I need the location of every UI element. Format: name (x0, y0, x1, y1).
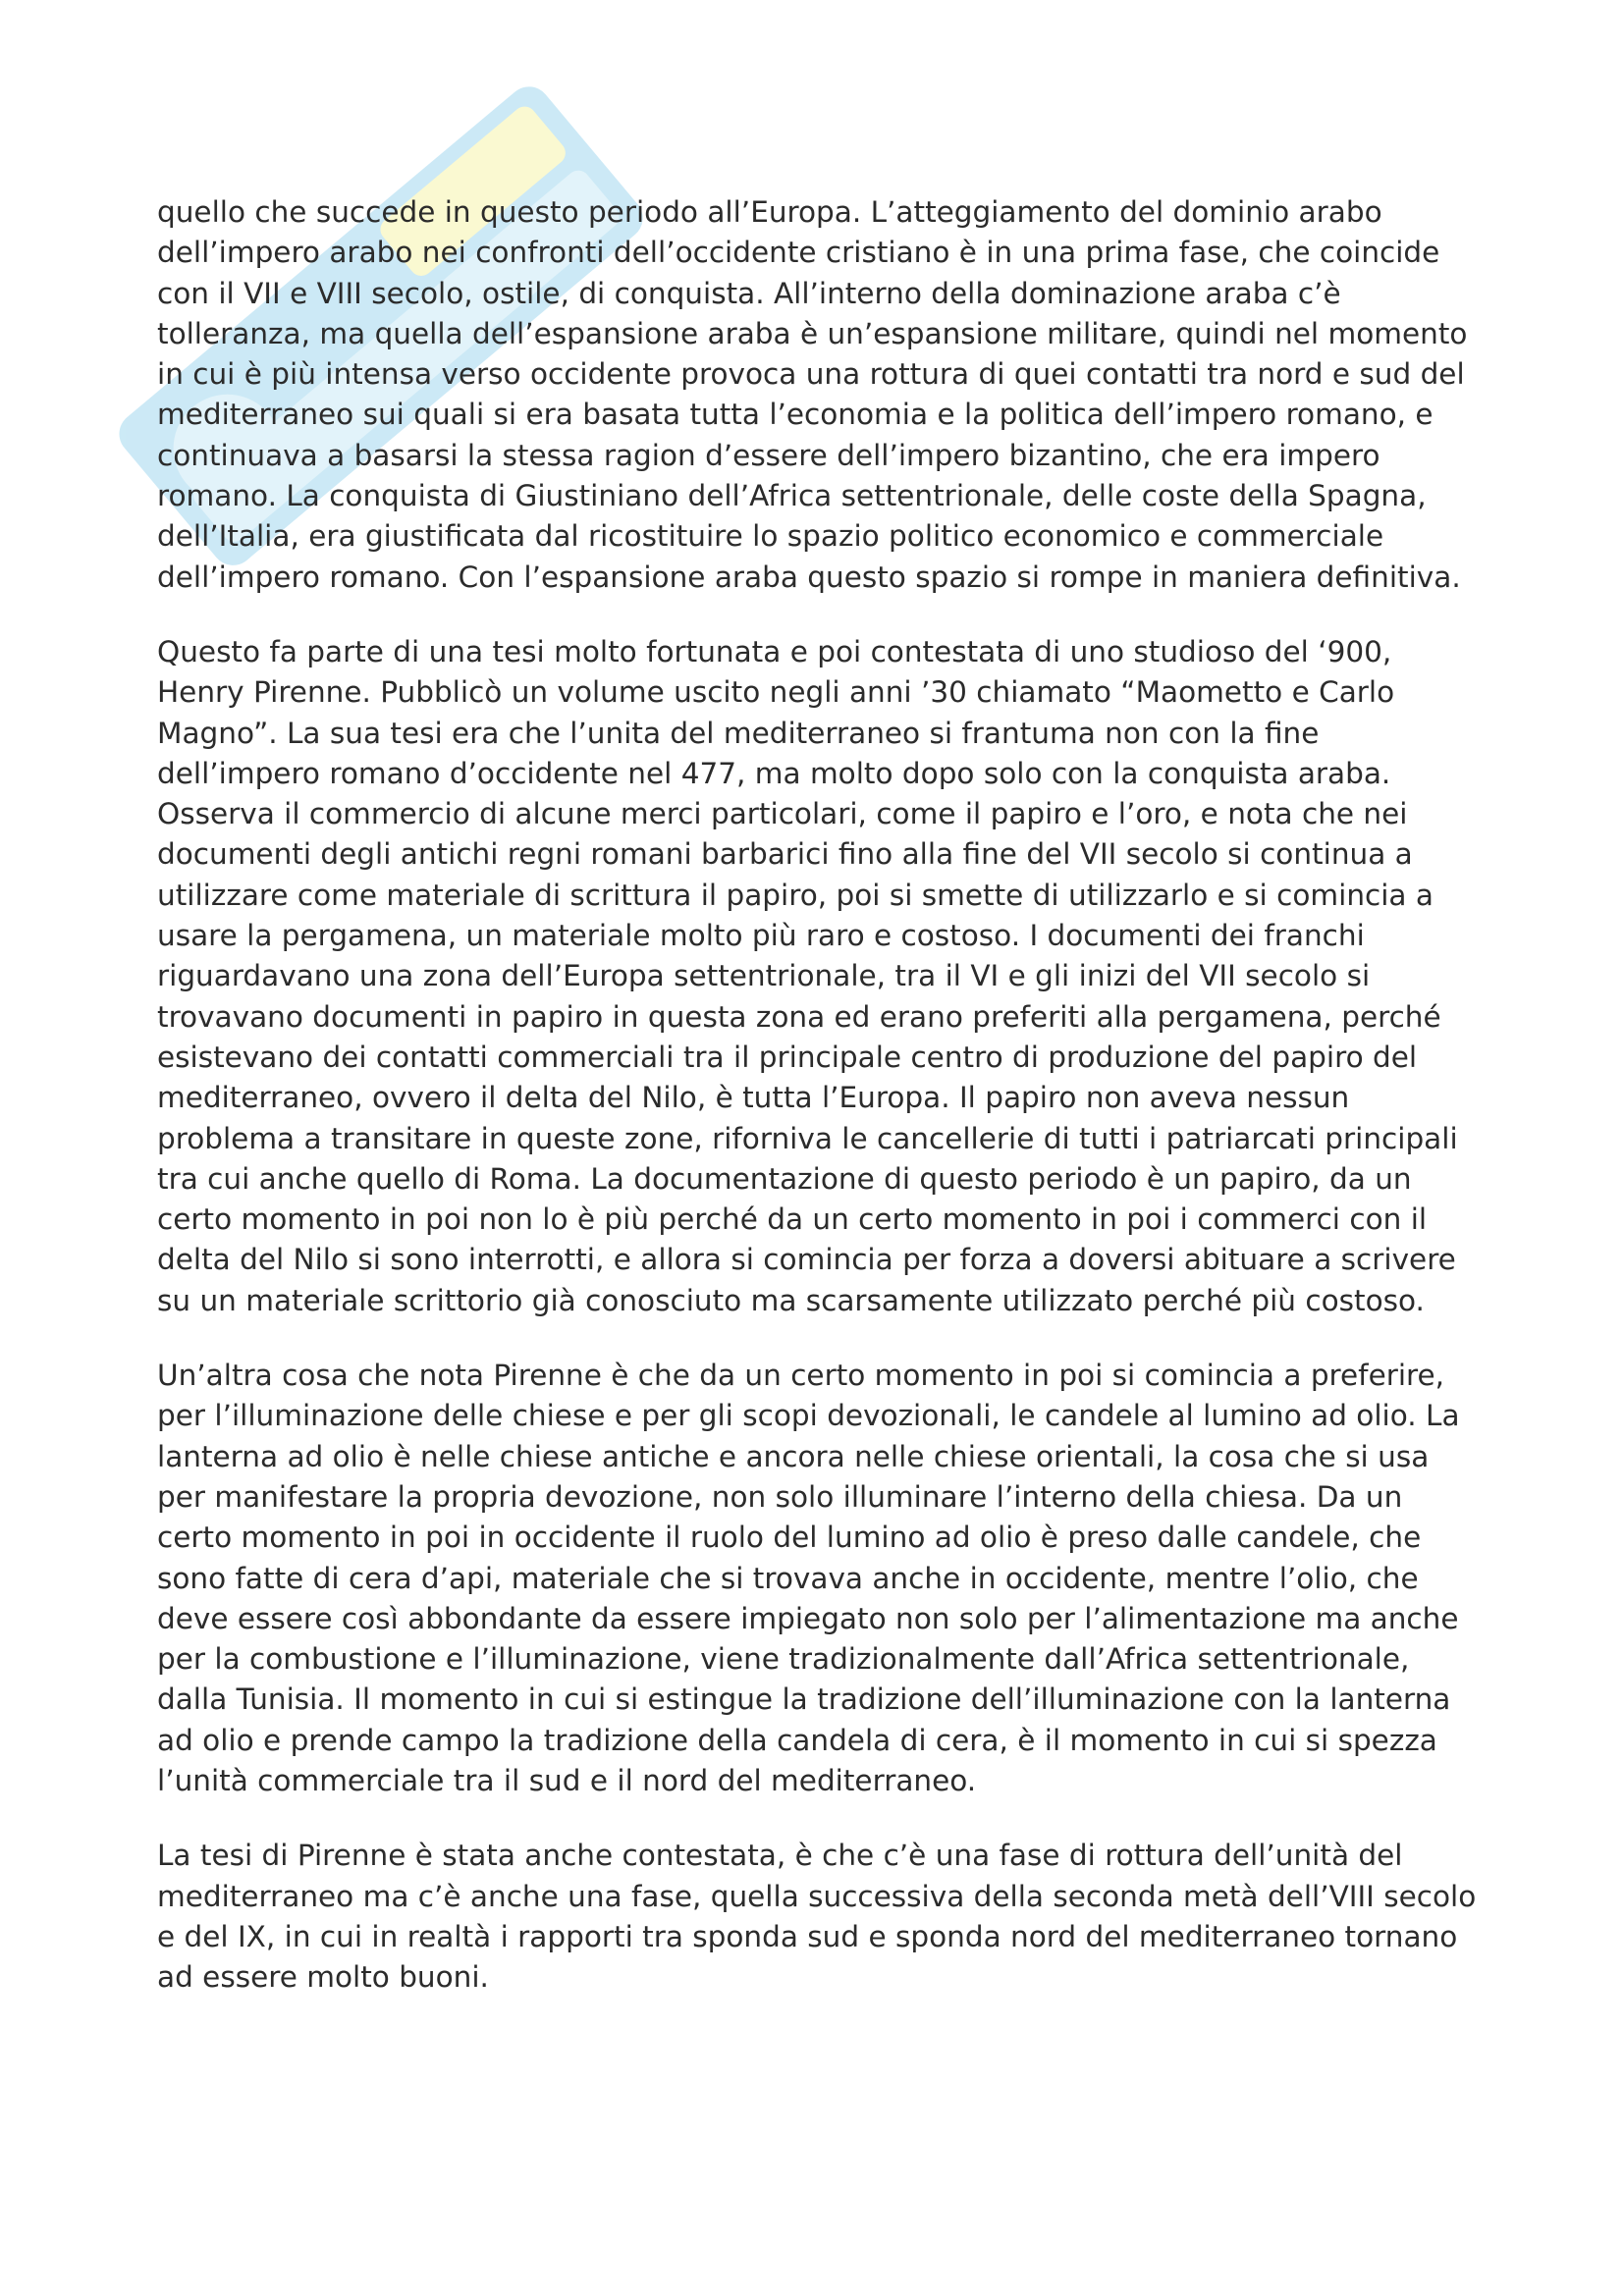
paragraph-1: quello che succede in questo periodo all’Europa. L’atteggiamento del dominio arabo dell’impero arabo nei confronti dell’occidente cristiano è in una prima fase, che coincide con il VII e VIII secolo, ostile, di conquista. All’interno della dominazione araba c’è tolleranza, ma quella dell’espansione araba è un’espansione militare, quindi nel momento in cui è più intensa verso occidente provoca una rottura di quei contatti tra nord e sud del mediterraneo sui quali si era basata tutta l’economia e la politica dell’impero romano, e continuava a basarsi la stessa ragion d’essere dell’impero bizantino, che era impero romano. La conquista di Giustiniano dell’Africa settentrionale, delle coste della Spagna, dell’Italia, era giustificata dal ricostituire lo spazio politico economico e commerciale dell’impero romano. Con l’espansione araba questo spazio si rompe in maniera definitiva. (157, 195, 1468, 594)
paragraph-4: La tesi di Pirenne è stata anche contestata, è che c’è una fase di rottura dell’unità del mediterraneo ma c’è anche una fase, quella successiva della seconda metà dell’VIII secolo e del IX, in cui in realtà i rapporti tra sponda sud e sponda nord del mediterraneo tornano ad essere molto buoni. (157, 1839, 1477, 1995)
paragraph-2: Questo fa parte di una tesi molto fortunata e poi contestata di uno studioso del ‘900, Henry Pirenne. Pubblicò un volume uscito negli anni ’30 chiamato “Maometto e Carlo Magno”. La sua tesi era che l’unita del mediterraneo si frantuma non con la fine dell’impero romano d’occidente nel 477, ma molto dopo solo con la conquista araba. Osserva il commercio di alcune merci particolari, come il papiro e l’oro, e nota che nei documenti degli antichi regni romani barbarici fino alla fine del VII secolo si continua a utilizzare come materiale di scrittura il papiro, poi si smette di utilizzarlo e si comincia a usare la pergamena, un materiale molto più raro e costoso. I documenti dei franchi riguardavano una zona dell’Europa settentrionale, tra il VI e gli inizi del VII secolo si trovavano documenti in papiro in questa zona ed erano preferiti alla pergamena, perché esistevano dei contatti commerciali tra il principale centro di produzione del papiro del mediterraneo, ovvero il delta del Nilo, è tutta l’Europa. Il papiro non aveva nessun problema a transitare in queste zone, riforniva le cancellerie di tutti i patriarcati principali tra cui anche quello di Roma. La documentazione di questo periodo è un papiro, da un certo momento in poi non lo è più perché da un certo momento in poi i commerci con il delta del Nilo si sono interrotti, e allora si comincia per forza a doversi abituare a scrivere su un materiale scrittorio già conosciuto ma scarsamente utilizzato perché più costoso. (157, 634, 1458, 1317)
paragraph-3: Un’altra cosa che nota Pirenne è che da un certo momento in poi si comincia a preferire, per l’illuminazione delle chiese e per gli scopi devozionali, le candele al lumino ad olio. La lanterna ad olio è nelle chiese antiche e ancora nelle chiese orientali, la cosa che si usa per manifestare la propria devozione, non solo illuminare l’interno della chiesa. Da un certo momento in poi in occidente il ruolo del lumino ad olio è preso dalle candele, che sono fatte di cera d’api, materiale che si trovava anche in occidente, mentre l’olio, che deve essere così abbondante da essere impiegato non solo per l’alimentazione ma anche per la combustione e l’illuminazione, viene tradizionalmente dall’Africa settentrionale, dalla Tunisia. Il momento in cui si estingue la tradizione dell’illuminazione con la lanterna ad olio e prende campo la tradizione della candela di cera, è il momento in cui si spezza l’unità commerciale tra il sud e il nord del mediterraneo. (157, 1359, 1460, 1797)
document-body (157, 192, 1485, 2032)
